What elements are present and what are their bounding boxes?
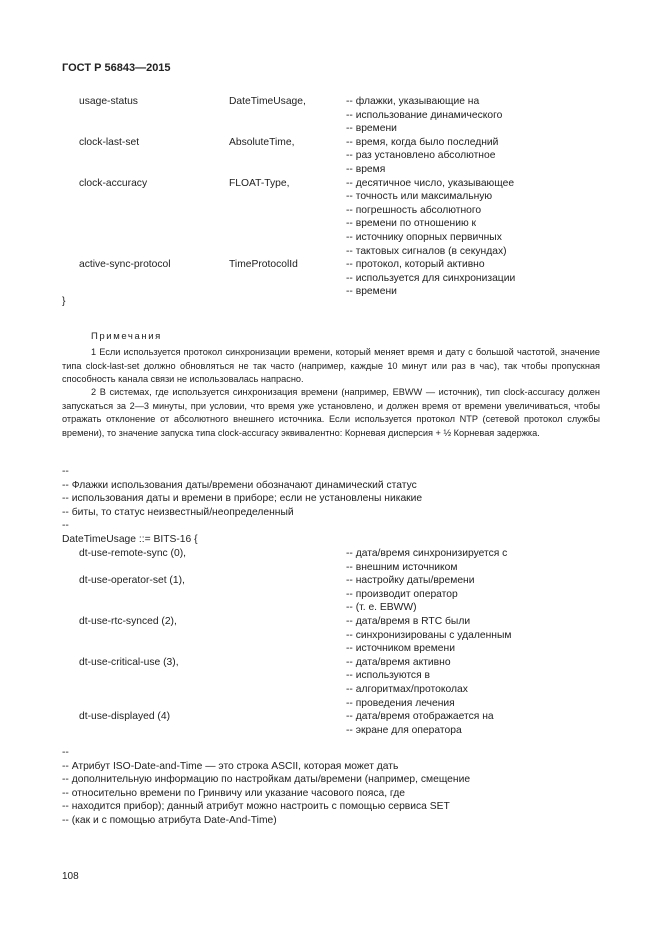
attribute-comment: -- время, когда было последний xyxy=(346,136,499,148)
attribute-comment: -- погрешность абсолютного xyxy=(346,204,482,216)
comment-line: -- использования даты и времени в приборе; если не установлены никакие xyxy=(62,493,423,505)
bit-name: dt-use-critical-use (3), xyxy=(79,656,179,668)
comment-line: -- находится прибор); данный атрибут можно настроить с помощью сервиса SET xyxy=(62,801,450,813)
document-header: ГОСТ Р 56843—2015 xyxy=(62,62,171,74)
bit-comment: -- настройку даты/времени xyxy=(346,575,475,587)
comment-line: -- xyxy=(62,520,69,532)
bit-comment: -- синхронизированы с удаленным xyxy=(346,629,512,641)
notes-title: Примечания xyxy=(91,331,162,342)
closing-brace: } xyxy=(62,296,66,307)
page-number: 108 xyxy=(62,871,79,882)
attribute-type: AbsoluteTime, xyxy=(229,136,295,148)
bit-comment: -- источником времени xyxy=(346,643,455,655)
attribute-type: TimeProtocolId xyxy=(229,259,298,271)
comment-line: DateTimeUsage ::= BITS-16 { xyxy=(62,534,198,545)
comment-line: -- (как и с помощью атрибута Date-And-Time) xyxy=(62,815,277,826)
comment-line: -- Атрибут ISO-Date-and-Time — это строка ASCII, которая может дать xyxy=(62,760,399,772)
note-1-text: 1 Если используется протокол синхронизации времени, который меняет время и дату с большой частотой, значение типа clock-last-set должно обновляться не так часто (например, каждые 10 минут или раз в час), так чтобы пропускная способность канала связи не использовалась напрасно. xyxy=(62,347,600,384)
bit-name: dt-use-displayed (4) xyxy=(79,711,170,723)
attribute-name: usage-status xyxy=(79,96,138,107)
bit-comment: -- дата/время отображается на xyxy=(346,711,494,723)
attribute-comment: -- точность или максимальную xyxy=(346,191,493,203)
comment-line: -- относительно времени по Гринвичу или указание часового пояса, где xyxy=(62,787,405,799)
comment-line: -- дополнительную информацию по настройкам даты/времени (например, смещение xyxy=(62,774,471,786)
attribute-name: clock-last-set xyxy=(79,136,140,148)
bit-comment: -- дата/время активно xyxy=(346,656,451,668)
bit-comment: -- (т. е. EBWW) xyxy=(346,602,417,614)
bit-comment: -- дата/время в RTC были xyxy=(346,616,471,627)
attribute-comment: -- десятичное число, указывающее xyxy=(346,177,515,189)
attribute-comment: -- раз установлено абсолютное xyxy=(346,150,496,162)
attribute-type: DateTimeUsage, xyxy=(229,96,306,107)
attribute-comment: -- тактовых сигналов (в секундах) xyxy=(346,245,507,257)
bit-comment: -- экране для оператора xyxy=(346,724,462,736)
attribute-name: active-sync-protocol xyxy=(79,259,171,271)
bit-name: dt-use-operator-set (1), xyxy=(79,575,185,587)
bit-comment: -- производит оператор xyxy=(346,588,458,600)
comment-line: -- биты, то статус неизвестный/неопределенный xyxy=(62,506,294,518)
attribute-comment: -- времени по отношению к xyxy=(346,218,477,230)
attribute-comment: -- использование динамического xyxy=(346,109,503,121)
bit-name: dt-use-rtc-synced (2), xyxy=(79,616,177,627)
attribute-comment: -- используется для синхронизации xyxy=(346,272,516,284)
attribute-comment: -- флажки, указывающие на xyxy=(346,96,480,107)
note-1 xyxy=(62,346,600,387)
attribute-comment: -- время xyxy=(346,164,386,175)
attribute-comment: -- времени xyxy=(346,123,397,135)
comment-line: -- xyxy=(62,466,69,477)
bit-comment: -- алгоритмах/протоколах xyxy=(346,684,468,695)
bit-comment: -- используются в xyxy=(346,670,430,682)
attribute-comment: -- источнику опорных первичных xyxy=(346,232,502,243)
bit-comment: -- дата/время синхронизируется с xyxy=(346,548,508,559)
attribute-comment: -- протокол, который активно xyxy=(346,259,485,271)
bit-comment: -- внешним источником xyxy=(346,561,458,573)
attribute-type: FLOAT-Type, xyxy=(229,177,290,189)
note-2 xyxy=(62,386,600,440)
bit-comment: -- проведения лечения xyxy=(346,697,455,709)
attribute-comment: -- времени xyxy=(346,286,397,298)
bit-name: dt-use-remote-sync (0), xyxy=(79,548,187,559)
comment-line: -- Флажки использования даты/времени обозначают динамический статус xyxy=(62,479,417,491)
note-2-text: 2 В системах, где используется синхронизация времени (например, EBWW — источник), тип clock-accuracy должен запускаться за 2—3 минуты, при условии, что время уже установлено, и должен время от времени увеличиваться, чтобы отражать отклонение от абсолютного внешнего источника. Если используется протокол NTP (сетевой протокол службы времени), то значение запуска типа clock-accuracy эквивалентно: Корневая дисперсия + ½ Корневая задержка. xyxy=(62,387,600,438)
comment-line: -- xyxy=(62,747,69,758)
attribute-name: clock-accuracy xyxy=(79,177,148,189)
